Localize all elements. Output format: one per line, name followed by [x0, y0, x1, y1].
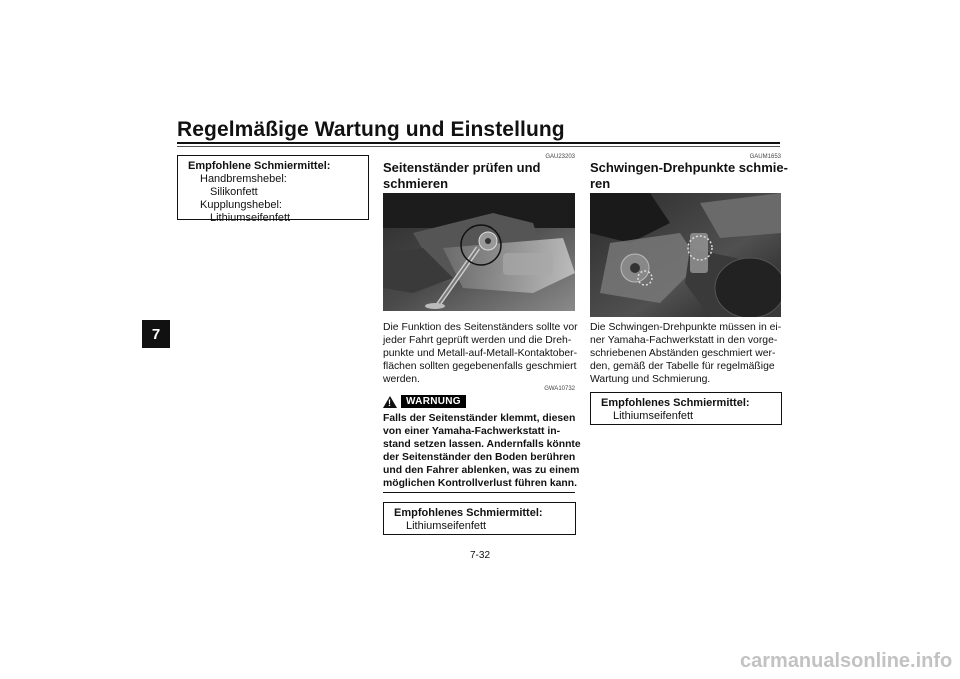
body-line: flächen sollten gegebenenfalls geschmiert [383, 361, 577, 372]
lubricant-value: Silikonfett [210, 186, 258, 198]
body-line: ner Yamaha-Fachwerkstatt in den vorge- [590, 335, 778, 346]
warning-line: von einer Yamaha-Fachwerkstatt in- [383, 426, 561, 437]
warning-end-rule [383, 492, 575, 493]
warning-label: WARNUNG [401, 395, 466, 408]
body-line: jeder Fahrt geprüft werden und die Dreh- [383, 335, 572, 346]
page-number: 7-32 [470, 550, 491, 561]
warning-line: Falls der Seitenständer klemmt, diesen [383, 413, 576, 424]
section-heading-swingarm [590, 160, 790, 192]
lubricant-box-label: Empfohlene Schmiermittel: [188, 160, 331, 172]
header-rule [177, 142, 780, 144]
lubricant-item: Handbremshebel: [200, 173, 287, 185]
page-title: Regelmäßige Wartung und Einstellung [177, 118, 565, 141]
body-line: den, gemäß der Tabelle für regelmäßige [590, 361, 775, 372]
body-line: schriebenen Abständen geschmiert wer- [590, 348, 776, 359]
swingarm-body-text [590, 321, 785, 386]
heading-line: Seitenständer prüfen und [383, 160, 541, 175]
body-line: punkte und Metall-auf-Metall-Kontaktober- [383, 348, 578, 359]
section-heading-sidestand [383, 160, 583, 192]
swingarm-photo [590, 193, 781, 317]
header-rule-thin [177, 146, 780, 147]
heading-line: schmieren [383, 176, 449, 191]
warning-icon: ! [383, 396, 397, 408]
lubricant-value: Lithiumseifenfett [210, 212, 291, 224]
lubricant-box-label: Empfohlenes Schmiermittel: [394, 507, 543, 519]
warning-badge [383, 395, 466, 408]
heading-line: ren [590, 176, 611, 191]
body-line: Die Schwingen-Drehpunkte müssen in ei- [590, 322, 782, 333]
body-line: Wartung und Schmierung. [590, 374, 711, 385]
chapter-tab: 7 [142, 320, 170, 348]
lubricant-value: Lithiumseifenfett [406, 520, 487, 532]
lubricant-item: Kupplungshebel: [200, 199, 282, 211]
heading-line: Schwingen-Drehpunkte schmie- [590, 160, 788, 175]
body-line: Die Funktion des Seitenständers sollte vor [383, 322, 578, 333]
sidestand-body-text [383, 321, 578, 386]
warning-code: GWA10732 [544, 386, 575, 392]
lubricant-box-sidestand [383, 502, 576, 535]
section-code: GAU23203 [545, 154, 575, 160]
warning-line: der Seitenständer den Boden berühren [383, 452, 576, 463]
lubricant-box-label: Empfohlenes Schmiermittel: [601, 397, 750, 409]
warning-text [383, 412, 583, 490]
sidestand-photo [383, 193, 575, 311]
warning-line: stand setzen lassen. Andernfalls könnte [383, 439, 581, 450]
warning-line: und den Fahrer ablenken, was zu einem [383, 465, 580, 476]
lubricant-box-swingarm [590, 392, 782, 425]
section-code: GAUM1653 [749, 154, 781, 160]
warning-line: möglichen Kontrollverlust führen kann. [383, 478, 577, 489]
lubricant-box-left [177, 155, 369, 224]
watermark: carmanualsonline.info [740, 650, 953, 672]
lubricant-value: Lithiumseifenfett [613, 410, 694, 422]
body-line: werden. [383, 374, 420, 385]
